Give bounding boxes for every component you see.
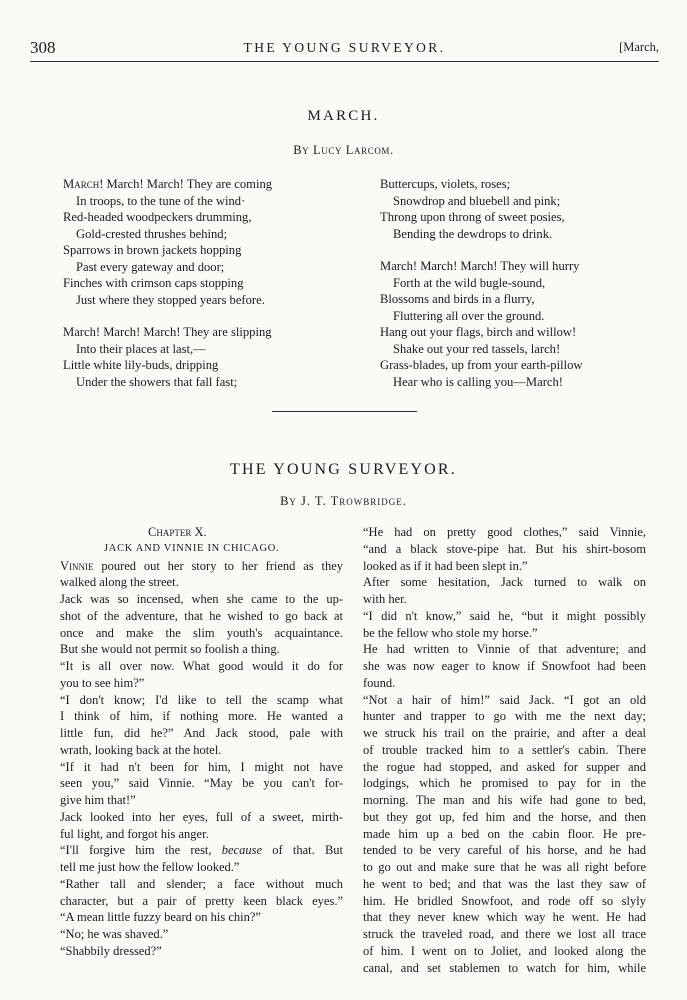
text-line: with her. xyxy=(363,592,407,606)
text-line: of trouble tracked him to a settler's cabin. There xyxy=(363,742,646,757)
section-divider xyxy=(272,411,417,412)
poem-line: Throng upon throng of sweet posies, xyxy=(380,210,565,224)
text-line: lodgings, which he promised to pay for in the xyxy=(363,776,646,791)
text-line: found. xyxy=(363,675,396,690)
text-line: seen you,” said Vinnie. “May be you can't for- xyxy=(60,776,343,791)
stanza-break xyxy=(63,308,272,324)
running-title: THE YOUNG SURVEYOR. xyxy=(243,40,446,55)
text-line: “I'll forgive him the rest, because of that. But xyxy=(60,843,344,858)
poem-line: Forth at the wild bugle-sound, xyxy=(393,275,546,290)
poem-title: MARCH. xyxy=(307,108,380,124)
text-line: hunter and trapper to go with me the next day; xyxy=(363,709,646,724)
running-head xyxy=(30,38,659,58)
text-line: He had written to Vinnie of that adventure; and xyxy=(363,642,646,657)
text-line: tell me just how the fellow looked.” xyxy=(60,860,240,874)
poem-line: In troops, to the tune of the wind· xyxy=(76,193,246,208)
text-line: “If it had n't been for him, I might not have xyxy=(60,759,343,774)
running-month: [March, xyxy=(619,40,659,54)
text-line: she was now eager to know if Snowfoot had been xyxy=(363,659,646,673)
text-line: “I did n't know,” said he, “but it might possibly xyxy=(363,608,646,623)
text-line: “Rather tall and slender; a face without much xyxy=(60,876,343,891)
chapter-heading: Chapter X. xyxy=(148,525,207,539)
stanza-break xyxy=(380,242,583,258)
chapter-subheading: JACK AND VINNIE IN CHICAGO. xyxy=(104,542,280,554)
text-line: Jack was so incensed, when she came to the up- xyxy=(60,592,343,606)
poem-line: Into their places at last,— xyxy=(76,341,206,356)
poem-line: Blossoms and birds in a flurry, xyxy=(380,292,535,306)
text-line: Jack looked into her eyes, full of a sweet, mirth- xyxy=(60,809,343,824)
poem-line: Finches with crimson caps stopping xyxy=(63,276,244,290)
text-line: “He had on pretty good clothes,” said Vinnie, xyxy=(363,525,646,539)
page-number: 308 xyxy=(30,38,56,57)
header-rule xyxy=(30,61,659,62)
poem-line: Shake out your red tassels, larch! xyxy=(393,341,561,356)
poem-line: Hear who is calling you—March! xyxy=(393,374,563,389)
poem-left-column xyxy=(63,176,272,390)
text-line: “and a black stove-pipe hat. But his shirt-bosom xyxy=(363,541,646,556)
text-line: “It is all over now. What good would it do for xyxy=(60,659,343,673)
text-line: shot of the adventure, that he wished to go back at xyxy=(60,608,343,623)
text-line: “I don't know; I'd like to tell the scamp what xyxy=(60,692,343,707)
poem-line: Snowdrop and bluebell and pink; xyxy=(393,193,561,208)
text-line: Vinnie poured out her story to her friend as they xyxy=(60,558,343,573)
text-line: you to see him?” xyxy=(60,675,145,690)
poem-line: Grass-blades, up from your earth-pillow xyxy=(380,358,583,372)
text-line: to go out and make sure that he was all right before xyxy=(363,860,646,874)
poem-line: March! March! March! They are coming xyxy=(63,177,273,191)
poem-line: March! March! March! They are slipping xyxy=(63,325,272,339)
poem-byline: By Lucy Larcom. xyxy=(293,143,394,157)
text-line: we struck his trail on the prairie, and after a deal xyxy=(363,726,646,740)
poem-line: Bending the dewdrops to drink. xyxy=(393,226,553,241)
story-title: THE YOUNG SURVEYOR. xyxy=(229,461,458,478)
text-line: that they never knew which way he went. He had xyxy=(363,910,646,925)
text-line: But she would not permit so foolish a thing. xyxy=(60,642,280,657)
text-line: be the fellow who stole my horse.” xyxy=(363,625,538,640)
text-line: looked as if it had been slept in.” xyxy=(363,558,528,573)
text-line: “Shabbily dressed?” xyxy=(60,943,162,958)
text-line: once and make the slim youth's acquaintance. xyxy=(60,625,343,640)
story-byline: By J. T. Trowbridge. xyxy=(280,494,407,508)
text-line: ful light, and forgot his anger. xyxy=(60,826,209,841)
text-line: him. He bridled Snowfoot, and rode off so slyly xyxy=(363,893,646,908)
text-line: After some hesitation, Jack turned to walk on xyxy=(363,575,646,590)
poem-line: Buttercups, violets, roses; xyxy=(380,177,511,191)
poem-line: Little white lily-buds, dripping xyxy=(63,358,219,372)
text-line: the rogue had stopped, and asked for supper and xyxy=(363,759,646,774)
text-line: little fun, did he?” And Jack stood, pale with xyxy=(60,726,343,740)
text-line: “No; he was shaved.” xyxy=(60,927,169,941)
text-line: character, but a pair of pretty keen black eyes.” xyxy=(60,893,343,908)
text-line: give him that!” xyxy=(60,793,136,807)
text-line: of him. I went on to Joliet, and looked along the xyxy=(363,943,646,958)
text-line: wrath, looking back at the hotel. xyxy=(60,742,222,757)
text-line: I think of him, if nothing more. He wanted a xyxy=(60,709,343,724)
text-line: walked along the street. xyxy=(60,575,179,590)
poem-line: Red-headed woodpeckers drumming, xyxy=(63,210,252,224)
poem-line: Sparrows in brown jackets hopping xyxy=(63,243,242,257)
poem-right-column xyxy=(380,176,583,390)
poem-line: Past every gateway and door; xyxy=(76,259,225,274)
story-right-column xyxy=(363,524,646,976)
text-line: he went to bed; and that was the last they saw of xyxy=(363,876,646,891)
text-line: “Not a hair of him!” said Jack. “I got an old xyxy=(363,692,646,707)
text-line: struck the traveled road, and there we lost all trace xyxy=(363,927,646,941)
text-line: tended to be very careful of his horse, and he had xyxy=(363,843,646,858)
poem-line: Under the showers that fall fast; xyxy=(76,374,238,389)
poem-line: Hang out your flags, birch and willow! xyxy=(380,325,577,339)
story-left-column xyxy=(60,524,343,960)
text-line: canal, and set stablemen to watch for him, while xyxy=(363,960,646,975)
poem-line: Gold-crested thrushes behind; xyxy=(76,226,228,241)
poem-line: Fluttering all over the ground. xyxy=(393,308,545,323)
text-line: “A mean little fuzzy beard on his chin?” xyxy=(60,910,261,925)
text-line: morning. The man and his wife had gone to bed, xyxy=(363,793,646,807)
poem-line: Just where they stopped years before. xyxy=(76,292,265,307)
poem-line: March! March! March! They will hurry xyxy=(380,259,580,273)
text-line: but they got up, fed him and the horse, and then xyxy=(363,809,646,824)
text-line: made him up a bed on the cabin floor. He pre- xyxy=(363,826,646,841)
